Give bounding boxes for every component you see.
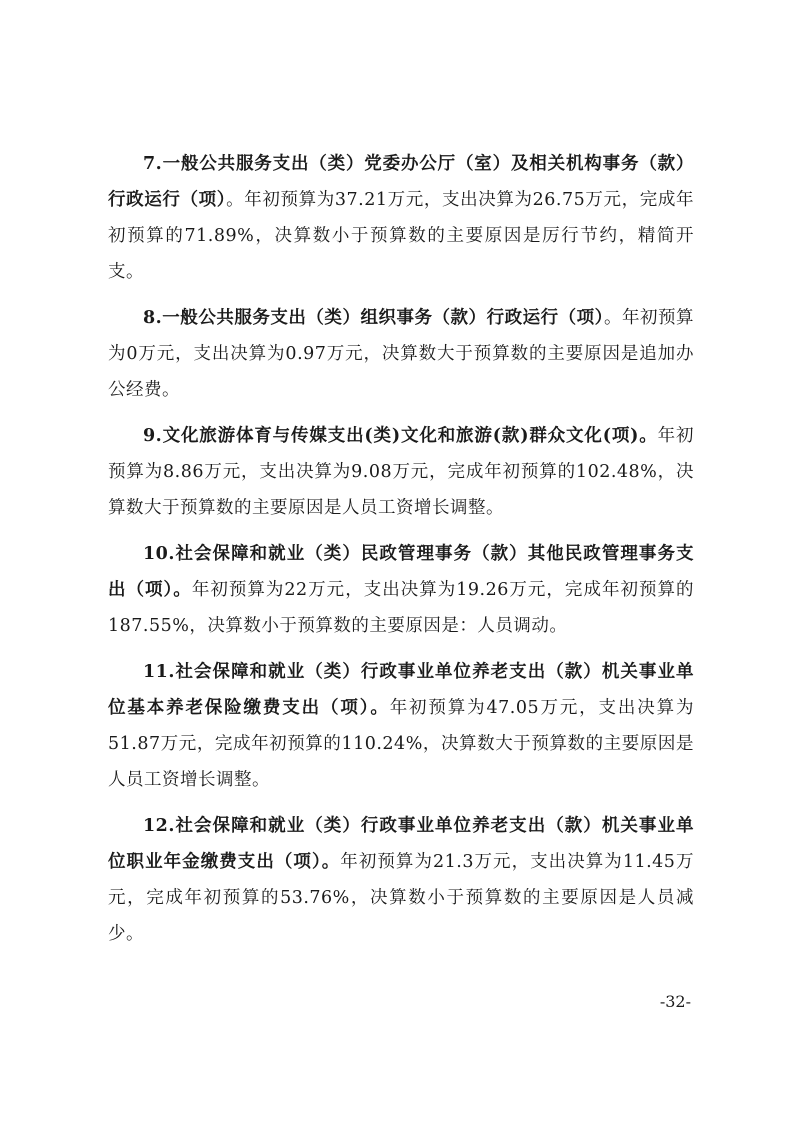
item-text: 年初预算为8.86万元，支出决算为9.08万元，完成年初预算的102.48%，决算数大于预算数的主要原因是人员工资增长调整。: [108, 426, 695, 518]
item-heading: 8.一般公共服务支出（类）组织事务（款）行政运行（项）: [143, 308, 604, 328]
paragraph-item-11: [108, 654, 694, 798]
item-text: 年初预算为47.05万元，支出决算为51.87万元，完成年初预算的110.24%，决算数大于预算数的主要原因是人员工资增长调整。: [108, 698, 694, 790]
paragraph-item-12: [108, 808, 694, 952]
paragraph-item-7: [108, 146, 694, 290]
paragraph-item-10: [108, 536, 694, 644]
paragraph-item-9: [108, 418, 694, 526]
page-number: -32-: [659, 992, 691, 1011]
item-heading: 12.社会保障和就业（类）行政事业单位养老支出（款）机关事业单位职业年金缴费支出（项）。: [108, 816, 694, 872]
item-heading: 10.社会保障和就业（类）民政管理事务（款）其他民政管理事务支出（项）。: [108, 544, 694, 600]
item-text: 。年初预算为0万元，支出决算为0.97万元，决算数大于预算数的主要原因是追加办公经费。: [108, 308, 694, 400]
paragraph-item-8: [108, 300, 694, 408]
item-heading: 7.一般公共服务支出（类）党委办公厅（室）及相关机构事务（款）行政运行（项）: [108, 154, 694, 210]
item-heading: 11.社会保障和就业（类）行政事业单位养老支出（款）机关事业单位基本养老保险缴费支出（项）。: [108, 662, 694, 718]
item-text: 。年初预算为37.21万元，支出决算为26.75万元，完成年初预算的71.89%，决算数小于预算数的主要原因是厉行节约，精简开支。: [108, 190, 694, 282]
document-body: [108, 146, 694, 962]
item-text: 年初预算为21.3万元，支出决算为11.45万元，完成年初预算的53.76%，决算数小于预算数的主要原因是人员减少。: [108, 852, 694, 944]
item-heading: 9.文化旅游体育与传媒支出(类)文化和旅游(款)群众文化(项)。: [143, 426, 658, 446]
item-text: 年初预算为22万元，支出决算为19.26万元，完成年初预算的187.55%，决算数小于预算数的主要原因是：人员调动。: [108, 580, 695, 636]
